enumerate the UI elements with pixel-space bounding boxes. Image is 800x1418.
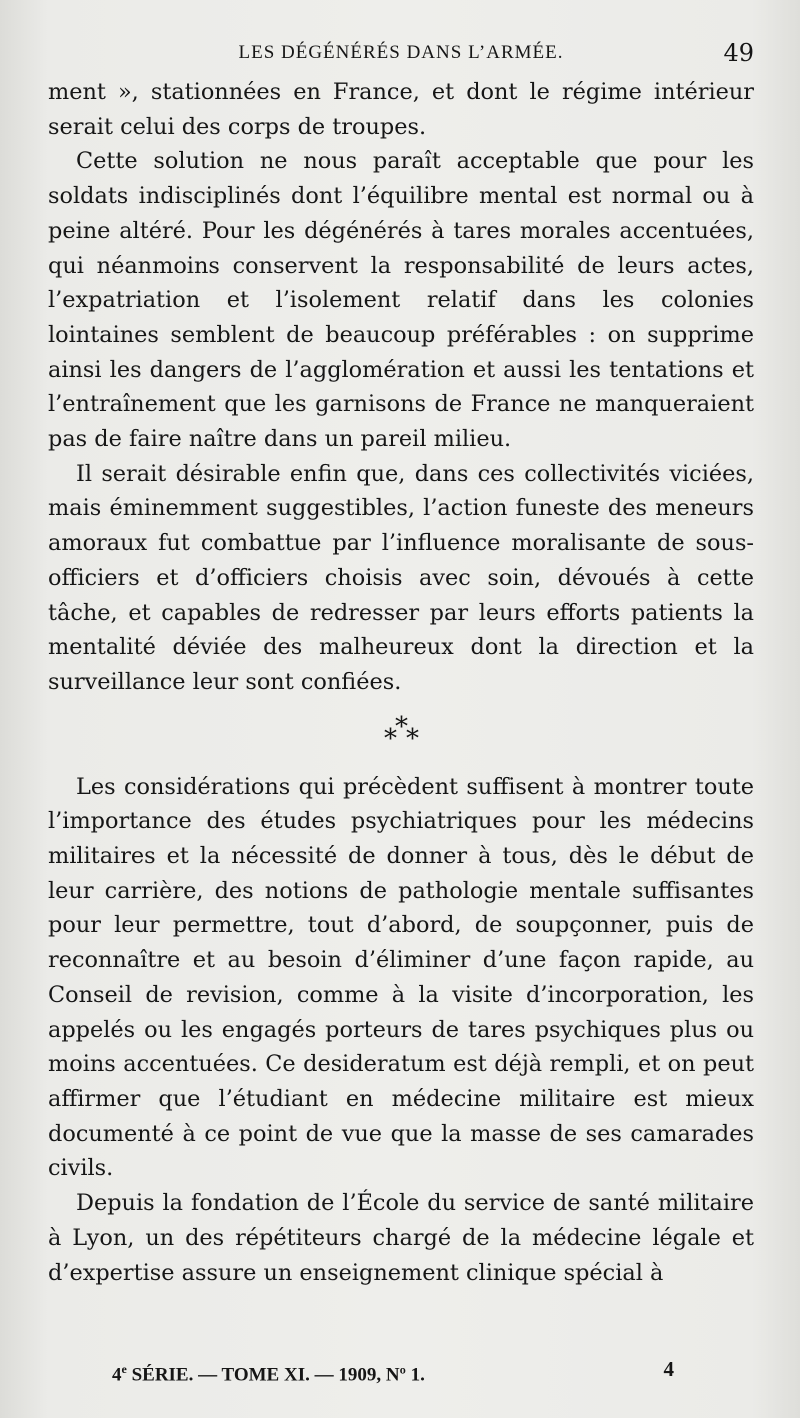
page-header [48,36,754,70]
paragraph-1: ment », stationnées en France, et dont le régime intérieur serait celui des corps de troupes. [48,79,754,140]
separator-star: * [406,723,419,754]
series-line: 4e SÉRIE. — TOME XI. — 1909, Nº 1. [112,1362,425,1386]
paragraph-3: Il serait désirable enfin que, dans ces collectivités viciées, mais éminemment suggestibles, l’action funeste des meneurs amoraux fut combattue par l’influence moralisante de sous-officiers et d’officiers choisis avec soin, dévoués à cette tâche, et capables de redresser par leurs efforts patients la mentalité déviée des malheureux dont la direction et la surveillance leur sont confiées. [48,460,754,695]
body-text [48,75,754,1290]
paragraph-4: Les considérations qui précèdent suffisent à montrer toute l’importance des études psychiatriques pour les médecins militaires et la nécessité de donner à tous, dès le début de leur carrière, des notions de pathologie mentale suffisantes pour leur permettre, tout d’abord, de soupçonner, puis de reconnaître et au besoin d’éliminer d’une façon rapide, au Conseil de revision, comme à la visite d’incorporation, les appelés ou les engagés porteurs de tares psychiques plus ou moins accentuées. Ce desideratum est déjà rempli, et on peut affirmer que l’étudiant en médecine militaire est mieux documenté à ce point de vue que la masse de ses camarades civils. [48,773,754,1182]
page-number: 49 [723,39,754,67]
separator-star: * [384,723,397,754]
signature-mark: 4 [663,1357,674,1381]
section-separator [48,700,754,770]
page-footer [48,1352,754,1386]
paragraph-2: Cette solution ne nous paraît acceptable que pour les soldats indisciplinés dont l’équilibre mental est normal ou à peine altéré. Pour les dégénérés à tares morales accentuées, qui néanmoins conservent la responsabilité de leurs actes, l’expatriation et l’isolement relatif dans les colonies lointaines semblent de beaucoup préférables : on supprime ainsi les dangers de l’agglomération et aussi les tentations et l’entraînement que les garnisons de France ne manqueraient pas de faire naître dans un pareil milieu. [48,148,754,453]
separator-star: * [395,711,408,742]
running-title: LES DÉGÉNÉRÉS DANS L’ARMÉE. [238,42,564,63]
paragraph-5: Depuis la fondation de l’École du service de santé militaire à Lyon, un des répétiteurs chargé de la médecine légale et d’expertise assure un enseignement clinique spécial à [48,1190,754,1286]
